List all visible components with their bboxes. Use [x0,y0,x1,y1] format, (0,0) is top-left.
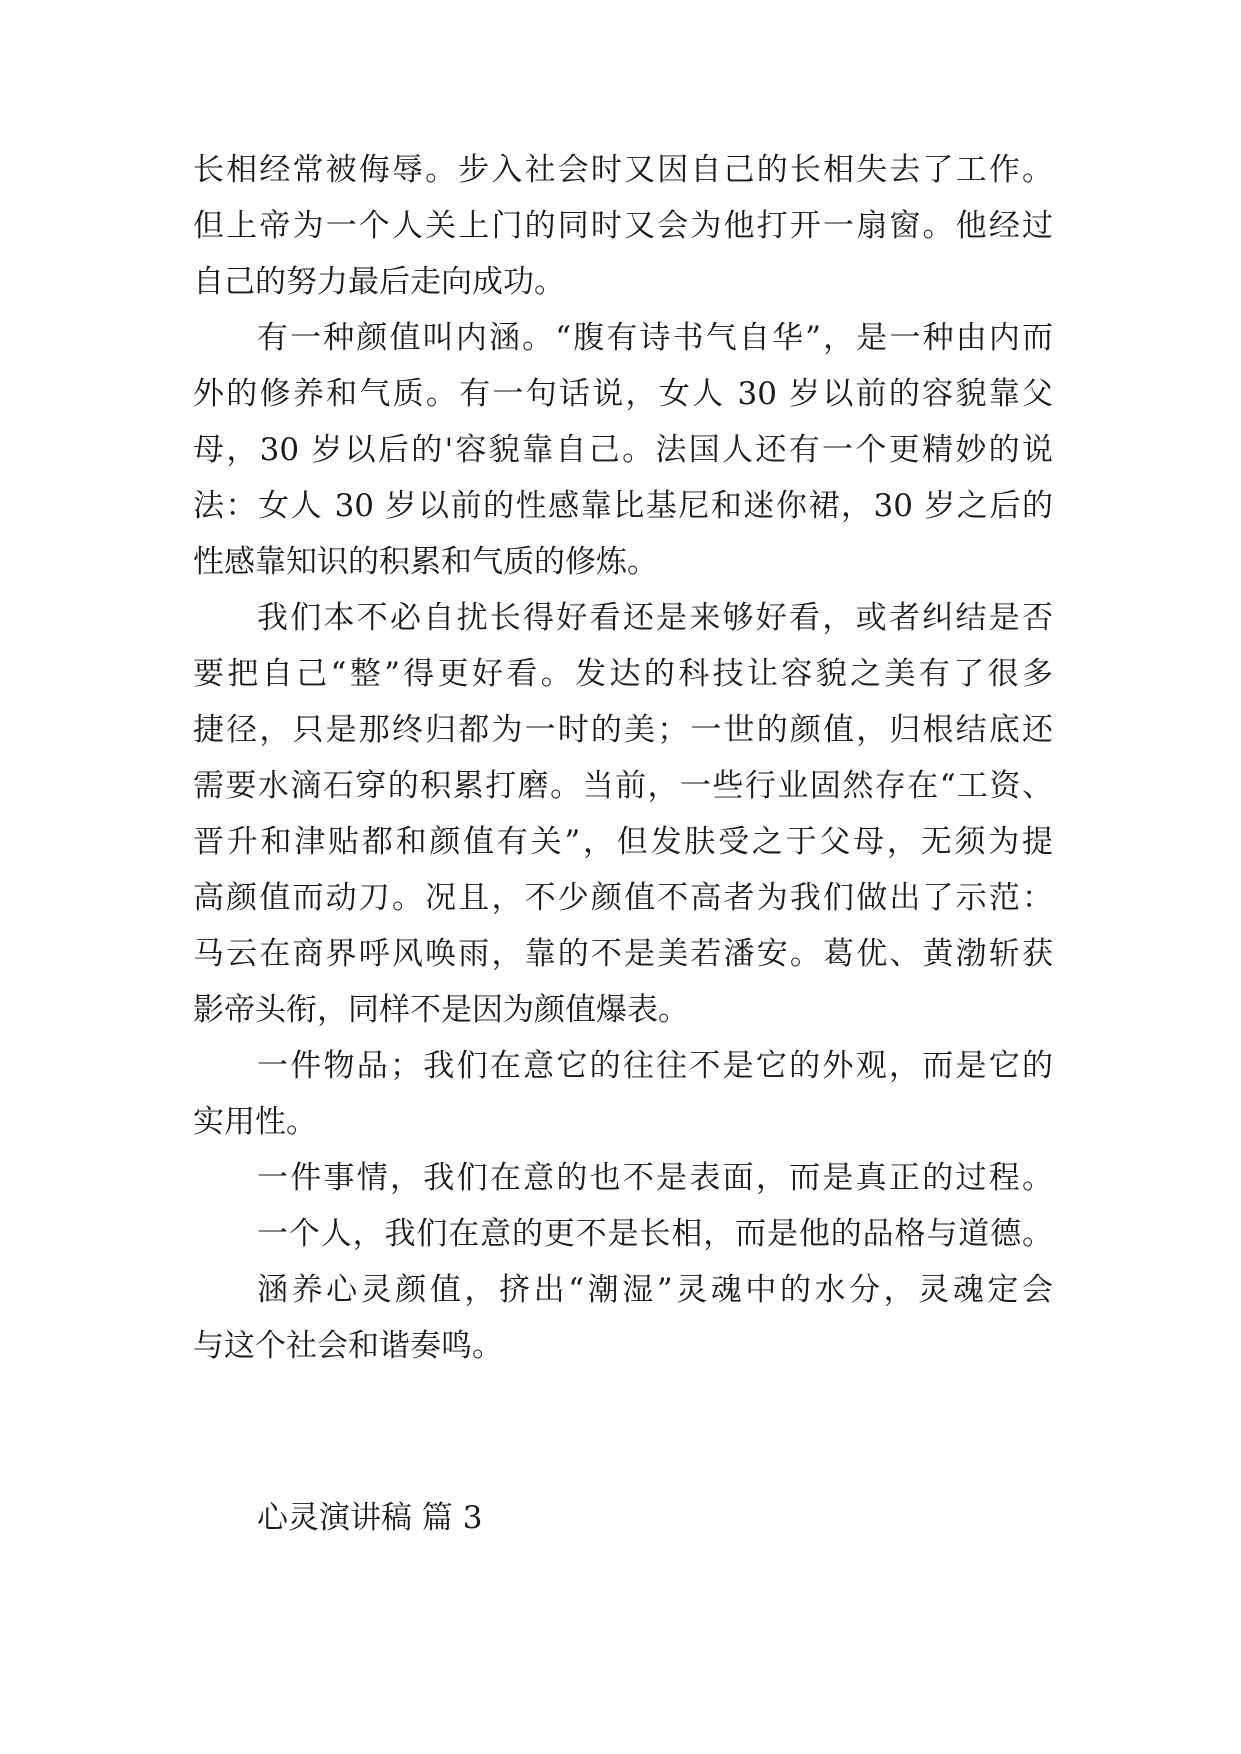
text-line: 但上帝为一个人关上门的同时又会为他打开一扇窗。他经过 [193,208,1053,244]
section-heading: 心灵演讲稿 篇 3 [257,1500,483,1536]
text-line: 需要水滴石穿的积累打磨。当前，一些行业固然存在“工资、 [193,768,1053,804]
text-line: 马云在商界呼风唤雨，靠的不是美若潘安。葛优、黄渤斩获 [193,936,1053,972]
text-line: 影帝头衔，同样不是因为颜值爆表。 [193,992,689,1028]
text-line: 母，30 岁以后的'容貌靠自己。法国人还有一个更精妙的说 [193,432,1053,468]
text-line: 法：女人 30 岁以前的性感靠比基尼和迷你裙，30 岁之后的 [193,488,1053,524]
paragraph-first-line: 一个人，我们在意的更不是长相，而是他的品格与道德。 [257,1216,1053,1252]
text-line: 外的修养和气质。有一句话说，女人 30 岁以前的容貌靠父 [193,376,1053,412]
text-line: 捷径，只是那终归都为一时的美；一世的颜值，归根结底还 [193,712,1053,748]
text-line: 性感靠知识的积累和气质的修炼。 [193,544,658,580]
paragraph-first-line: 一件物品；我们在意它的往往不是它的外观，而是它的 [257,1048,1053,1084]
paragraph-first-line: 一件事情，我们在意的也不是表面，而是真正的过程。 [257,1160,1053,1196]
paragraph-first-line: 我们本不必自扰长得好看还是来够好看，或者纠结是否 [257,600,1053,636]
text-line: 要把自己“整”得更好看。发达的科技让容貌之美有了很多 [193,656,1053,692]
text-line: 晋升和津贴都和颜值有关”，但发肤受之于父母，无须为提 [193,824,1053,860]
text-line: 与这个社会和谐奏鸣。 [193,1328,503,1364]
text-line: 自己的努力最后走向成功。 [193,264,565,300]
paragraph-first-line: 涵养心灵颜值，挤出“潮湿”灵魂中的水分，灵魂定会 [257,1272,1053,1308]
text-line: 高颜值而动刀。况且，不少颜值不高者为我们做出了示范： [193,880,1053,916]
paragraph-first-line: 有一种颜值叫内涵。“腹有诗书气自华”，是一种由内而 [257,320,1053,356]
text-line: 实用性。 [193,1104,317,1140]
text-line: 长相经常被侮辱。步入社会时又因自己的长相失去了工作。 [193,152,1053,188]
